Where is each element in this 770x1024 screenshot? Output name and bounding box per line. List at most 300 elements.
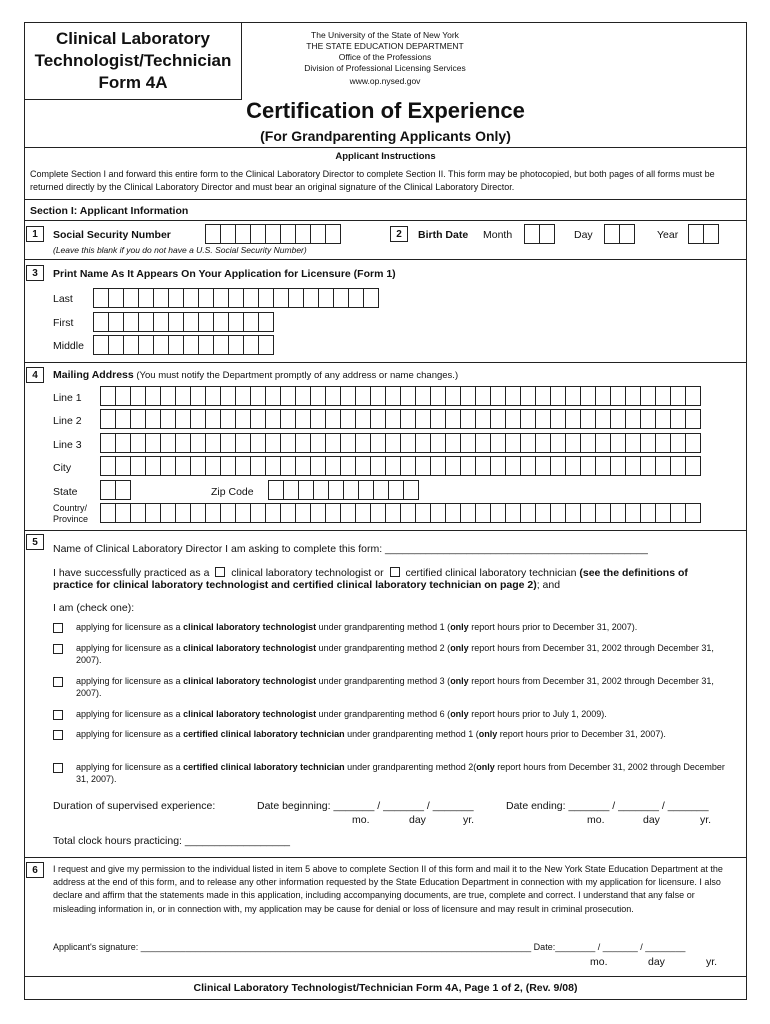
char-box[interactable]	[550, 386, 566, 406]
char-box[interactable]	[205, 409, 221, 429]
char-box[interactable]	[198, 288, 214, 308]
char-box[interactable]	[445, 409, 461, 429]
char-box[interactable]	[385, 386, 401, 406]
char-box[interactable]	[325, 224, 341, 244]
char-box[interactable]	[325, 503, 341, 523]
char-box[interactable]	[460, 433, 476, 453]
char-box[interactable]	[258, 288, 274, 308]
char-box[interactable]	[355, 503, 371, 523]
char-box[interactable]	[160, 409, 176, 429]
char-box[interactable]	[490, 456, 506, 476]
char-box[interactable]	[670, 456, 686, 476]
char-box[interactable]	[340, 433, 356, 453]
char-box[interactable]	[355, 456, 371, 476]
char-box[interactable]	[400, 433, 416, 453]
char-box[interactable]	[475, 386, 491, 406]
char-box[interactable]	[595, 386, 611, 406]
ssn-input[interactable]	[205, 224, 340, 244]
char-box[interactable]	[100, 503, 116, 523]
char-box[interactable]	[153, 312, 169, 332]
zip-code-input[interactable]	[268, 480, 418, 500]
char-box[interactable]	[100, 480, 116, 500]
char-box[interactable]	[138, 335, 154, 355]
char-box[interactable]	[265, 503, 281, 523]
char-box[interactable]	[610, 433, 626, 453]
char-box[interactable]	[190, 503, 206, 523]
char-box[interactable]	[505, 456, 521, 476]
address-line1-input[interactable]	[100, 386, 700, 406]
char-box[interactable]	[160, 503, 176, 523]
option-checkbox[interactable]	[53, 677, 63, 687]
char-box[interactable]	[115, 409, 131, 429]
char-box[interactable]	[310, 433, 326, 453]
char-box[interactable]	[93, 288, 109, 308]
char-box[interactable]	[670, 433, 686, 453]
char-box[interactable]	[100, 456, 116, 476]
char-box[interactable]	[123, 335, 139, 355]
char-box[interactable]	[505, 433, 521, 453]
char-box[interactable]	[220, 503, 236, 523]
technician-checkbox[interactable]	[390, 567, 400, 577]
applicant-signature-field[interactable]: Applicant's signature: ______________________________________________________________________________ Date:________ / _______ / ________	[53, 942, 686, 952]
char-box[interactable]	[358, 480, 374, 500]
char-box[interactable]	[565, 433, 581, 453]
option-text-part: report hours prior to December 31, 2007).	[468, 622, 638, 632]
char-box[interactable]	[295, 433, 311, 453]
char-box[interactable]	[430, 386, 446, 406]
date-beginning-field[interactable]: Date beginning: _______ / _______ / _______	[257, 800, 474, 812]
char-box[interactable]	[565, 409, 581, 429]
char-box[interactable]	[220, 433, 236, 453]
char-box[interactable]	[168, 312, 184, 332]
birth-day-input[interactable]	[604, 224, 634, 244]
char-box[interactable]	[640, 433, 656, 453]
char-box[interactable]	[100, 433, 116, 453]
char-box[interactable]	[100, 409, 116, 429]
char-box[interactable]	[93, 335, 109, 355]
char-box[interactable]	[265, 409, 281, 429]
char-box[interactable]	[205, 224, 221, 244]
char-box[interactable]	[655, 433, 671, 453]
char-box[interactable]	[610, 503, 626, 523]
char-box[interactable]	[400, 503, 416, 523]
char-box[interactable]	[175, 433, 191, 453]
char-box[interactable]	[198, 312, 214, 332]
char-box[interactable]	[373, 480, 389, 500]
char-box[interactable]	[520, 503, 536, 523]
char-box[interactable]	[288, 288, 304, 308]
char-box[interactable]	[565, 386, 581, 406]
char-box[interactable]	[115, 456, 131, 476]
char-box[interactable]	[355, 409, 371, 429]
char-box[interactable]	[655, 409, 671, 429]
char-box[interactable]	[688, 224, 704, 244]
char-box[interactable]	[228, 312, 244, 332]
char-box[interactable]	[280, 456, 296, 476]
char-box[interactable]	[190, 456, 206, 476]
char-box[interactable]	[213, 288, 229, 308]
char-box[interactable]	[685, 409, 701, 429]
char-box[interactable]	[280, 409, 296, 429]
char-box[interactable]	[228, 288, 244, 308]
char-box[interactable]	[445, 386, 461, 406]
char-box[interactable]	[565, 503, 581, 523]
char-box[interactable]	[235, 386, 251, 406]
option-checkbox[interactable]	[53, 710, 63, 720]
char-box[interactable]	[460, 409, 476, 429]
char-box[interactable]	[205, 433, 221, 453]
char-box[interactable]	[355, 433, 371, 453]
char-box[interactable]	[595, 503, 611, 523]
char-box[interactable]	[535, 456, 551, 476]
char-box[interactable]	[235, 409, 251, 429]
char-box[interactable]	[625, 386, 641, 406]
char-box[interactable]	[475, 433, 491, 453]
char-box[interactable]	[604, 224, 620, 244]
char-box[interactable]	[280, 433, 296, 453]
middle-name-input[interactable]	[93, 335, 273, 355]
char-box[interactable]	[190, 433, 206, 453]
char-box[interactable]	[370, 386, 386, 406]
char-box[interactable]	[619, 224, 635, 244]
char-box[interactable]	[145, 433, 161, 453]
char-box[interactable]	[640, 503, 656, 523]
total-hours-field[interactable]: Total clock hours practicing: __________________	[53, 835, 291, 847]
address-line2-input[interactable]	[100, 409, 700, 429]
char-box[interactable]	[220, 386, 236, 406]
last-name-input[interactable]	[93, 288, 378, 308]
char-box[interactable]	[370, 433, 386, 453]
char-box[interactable]	[340, 456, 356, 476]
char-box[interactable]	[685, 386, 701, 406]
char-box[interactable]	[160, 456, 176, 476]
char-box[interactable]	[153, 335, 169, 355]
char-box[interactable]	[333, 288, 349, 308]
char-box[interactable]	[550, 409, 566, 429]
char-box[interactable]	[505, 503, 521, 523]
char-box[interactable]	[400, 386, 416, 406]
char-box[interactable]	[235, 503, 251, 523]
char-box[interactable]	[325, 433, 341, 453]
char-box[interactable]	[640, 456, 656, 476]
char-box[interactable]	[385, 409, 401, 429]
char-box[interactable]	[310, 386, 326, 406]
char-box[interactable]	[550, 456, 566, 476]
char-box[interactable]	[243, 312, 259, 332]
char-box[interactable]	[640, 386, 656, 406]
char-box[interactable]	[183, 335, 199, 355]
char-box[interactable]	[580, 456, 596, 476]
char-box[interactable]	[535, 433, 551, 453]
char-box[interactable]	[535, 503, 551, 523]
char-box[interactable]	[268, 480, 284, 500]
char-box[interactable]	[505, 409, 521, 429]
char-box[interactable]	[595, 456, 611, 476]
char-box[interactable]	[703, 224, 719, 244]
char-box[interactable]	[535, 409, 551, 429]
char-box[interactable]	[655, 456, 671, 476]
char-box[interactable]	[490, 433, 506, 453]
char-box[interactable]	[388, 480, 404, 500]
char-box[interactable]	[445, 433, 461, 453]
char-box[interactable]	[220, 409, 236, 429]
date-ending-field[interactable]: Date ending: _______ / _______ / _______	[506, 800, 709, 812]
char-box[interactable]	[655, 503, 671, 523]
char-box[interactable]	[168, 335, 184, 355]
char-box[interactable]	[243, 288, 259, 308]
char-box[interactable]	[250, 386, 266, 406]
char-box[interactable]	[243, 335, 259, 355]
char-box[interactable]	[138, 288, 154, 308]
char-box[interactable]	[258, 335, 274, 355]
char-box[interactable]	[325, 409, 341, 429]
char-box[interactable]	[265, 456, 281, 476]
char-box[interactable]	[295, 456, 311, 476]
char-box[interactable]	[595, 409, 611, 429]
char-box[interactable]	[325, 456, 341, 476]
char-box[interactable]	[625, 503, 641, 523]
char-box[interactable]	[235, 433, 251, 453]
char-box[interactable]	[340, 503, 356, 523]
char-box[interactable]	[250, 433, 266, 453]
char-box[interactable]	[310, 503, 326, 523]
char-box[interactable]	[265, 224, 281, 244]
char-box[interactable]	[258, 312, 274, 332]
birth-year-input[interactable]	[688, 224, 718, 244]
char-box[interactable]	[298, 480, 314, 500]
char-box[interactable]	[610, 386, 626, 406]
char-box[interactable]	[93, 312, 109, 332]
option-checkbox[interactable]	[53, 763, 63, 773]
char-box[interactable]	[430, 456, 446, 476]
technologist-checkbox[interactable]	[215, 567, 225, 577]
char-box[interactable]	[115, 386, 131, 406]
char-box[interactable]	[303, 288, 319, 308]
char-box[interactable]	[250, 224, 266, 244]
option-text-part: certified clinical laboratory technician	[183, 729, 345, 739]
char-box[interactable]	[363, 288, 379, 308]
char-box[interactable]	[250, 409, 266, 429]
char-box[interactable]	[400, 409, 416, 429]
char-box[interactable]	[370, 456, 386, 476]
char-box[interactable]	[310, 409, 326, 429]
char-box[interactable]	[340, 386, 356, 406]
char-box[interactable]	[415, 386, 431, 406]
char-box[interactable]	[198, 335, 214, 355]
char-box[interactable]	[265, 433, 281, 453]
char-box[interactable]	[145, 409, 161, 429]
char-box[interactable]	[445, 456, 461, 476]
char-box[interactable]	[160, 433, 176, 453]
char-box[interactable]	[190, 409, 206, 429]
char-box[interactable]	[355, 386, 371, 406]
char-box[interactable]	[115, 480, 131, 500]
char-box[interactable]	[295, 386, 311, 406]
char-box[interactable]	[205, 503, 221, 523]
char-box[interactable]	[400, 456, 416, 476]
char-box[interactable]	[175, 409, 191, 429]
char-box[interactable]	[220, 224, 236, 244]
char-box[interactable]	[348, 288, 364, 308]
char-box[interactable]	[415, 456, 431, 476]
char-box[interactable]	[565, 456, 581, 476]
char-box[interactable]	[625, 409, 641, 429]
first-name-input[interactable]	[93, 312, 273, 332]
char-box[interactable]	[130, 409, 146, 429]
char-box[interactable]	[580, 409, 596, 429]
char-box[interactable]	[385, 503, 401, 523]
char-box[interactable]	[123, 288, 139, 308]
char-box[interactable]	[595, 433, 611, 453]
char-box[interactable]	[310, 224, 326, 244]
char-box[interactable]	[340, 409, 356, 429]
char-box[interactable]	[108, 335, 124, 355]
char-box[interactable]	[295, 409, 311, 429]
char-box[interactable]	[490, 503, 506, 523]
char-box[interactable]	[535, 386, 551, 406]
char-box[interactable]	[610, 456, 626, 476]
char-box[interactable]	[520, 386, 536, 406]
address-line3-input[interactable]	[100, 433, 700, 453]
char-box[interactable]	[415, 409, 431, 429]
char-box[interactable]	[130, 433, 146, 453]
char-box[interactable]	[505, 386, 521, 406]
divider	[24, 976, 747, 977]
char-box[interactable]	[235, 224, 251, 244]
char-box[interactable]	[250, 503, 266, 523]
char-box[interactable]	[250, 456, 266, 476]
char-box[interactable]	[283, 480, 299, 500]
char-box[interactable]	[175, 386, 191, 406]
char-box[interactable]	[280, 386, 296, 406]
char-box[interactable]	[415, 503, 431, 523]
char-box[interactable]	[213, 312, 229, 332]
char-box[interactable]	[625, 456, 641, 476]
state-input[interactable]	[100, 480, 130, 500]
char-box[interactable]	[213, 335, 229, 355]
char-box[interactable]	[370, 409, 386, 429]
char-box[interactable]	[685, 503, 701, 523]
char-box[interactable]	[460, 386, 476, 406]
char-box[interactable]	[295, 224, 311, 244]
option-checkbox[interactable]	[53, 644, 63, 654]
char-box[interactable]	[539, 224, 555, 244]
char-box[interactable]	[183, 288, 199, 308]
char-box[interactable]	[580, 503, 596, 523]
char-box[interactable]	[685, 433, 701, 453]
char-box[interactable]	[115, 503, 131, 523]
char-box[interactable]	[370, 503, 386, 523]
char-box[interactable]	[205, 386, 221, 406]
char-box[interactable]	[343, 480, 359, 500]
char-box[interactable]	[123, 312, 139, 332]
char-box[interactable]	[138, 312, 154, 332]
char-box[interactable]	[313, 480, 329, 500]
char-box[interactable]	[430, 503, 446, 523]
char-box[interactable]	[520, 409, 536, 429]
char-box[interactable]	[325, 386, 341, 406]
char-box[interactable]	[460, 456, 476, 476]
char-box[interactable]	[475, 503, 491, 523]
char-box[interactable]	[153, 288, 169, 308]
char-box[interactable]	[280, 224, 296, 244]
char-box[interactable]	[550, 503, 566, 523]
char-box[interactable]	[625, 433, 641, 453]
char-box[interactable]	[520, 456, 536, 476]
char-box[interactable]	[280, 503, 296, 523]
char-box[interactable]	[175, 456, 191, 476]
char-box[interactable]	[580, 433, 596, 453]
char-box[interactable]	[318, 288, 334, 308]
char-box[interactable]	[160, 386, 176, 406]
char-box[interactable]	[580, 386, 596, 406]
char-box[interactable]	[685, 456, 701, 476]
char-box[interactable]	[228, 335, 244, 355]
char-box[interactable]	[550, 433, 566, 453]
char-box[interactable]	[100, 386, 116, 406]
char-box[interactable]	[115, 433, 131, 453]
char-box[interactable]	[445, 503, 461, 523]
char-box[interactable]	[430, 409, 446, 429]
char-box[interactable]	[328, 480, 344, 500]
char-box[interactable]	[385, 456, 401, 476]
char-box[interactable]	[168, 288, 184, 308]
char-box[interactable]	[655, 386, 671, 406]
char-box[interactable]	[145, 386, 161, 406]
char-box[interactable]	[295, 503, 311, 523]
char-box[interactable]	[670, 386, 686, 406]
char-box[interactable]	[415, 433, 431, 453]
char-box[interactable]	[108, 288, 124, 308]
char-box[interactable]	[130, 503, 146, 523]
char-box[interactable]	[403, 480, 419, 500]
birth-month-input[interactable]	[524, 224, 554, 244]
char-box[interactable]	[475, 409, 491, 429]
char-box[interactable]	[108, 312, 124, 332]
char-box[interactable]	[190, 386, 206, 406]
char-box[interactable]	[265, 386, 281, 406]
char-box[interactable]	[610, 409, 626, 429]
char-box[interactable]	[640, 409, 656, 429]
char-box[interactable]	[670, 409, 686, 429]
char-box[interactable]	[130, 386, 146, 406]
char-box[interactable]	[385, 433, 401, 453]
char-box[interactable]	[490, 409, 506, 429]
char-box[interactable]	[460, 503, 476, 523]
char-box[interactable]	[175, 503, 191, 523]
char-box[interactable]	[273, 288, 289, 308]
char-box[interactable]	[520, 433, 536, 453]
char-box[interactable]	[475, 456, 491, 476]
char-box[interactable]	[490, 386, 506, 406]
char-box[interactable]	[183, 312, 199, 332]
char-box[interactable]	[220, 456, 236, 476]
director-name-field[interactable]: Name of Clinical Laboratory Director I am asking to complete this form: _____________________________________________	[53, 543, 648, 555]
char-box[interactable]	[310, 456, 326, 476]
char-box[interactable]	[235, 456, 251, 476]
char-box[interactable]	[670, 503, 686, 523]
country-input[interactable]	[100, 503, 700, 523]
char-box[interactable]	[130, 456, 146, 476]
char-box[interactable]	[145, 503, 161, 523]
city-input[interactable]	[100, 456, 700, 476]
char-box[interactable]	[430, 433, 446, 453]
char-box[interactable]	[145, 456, 161, 476]
option-checkbox[interactable]	[53, 623, 63, 633]
option-checkbox[interactable]	[53, 730, 63, 740]
char-box[interactable]	[524, 224, 540, 244]
char-box[interactable]	[205, 456, 221, 476]
